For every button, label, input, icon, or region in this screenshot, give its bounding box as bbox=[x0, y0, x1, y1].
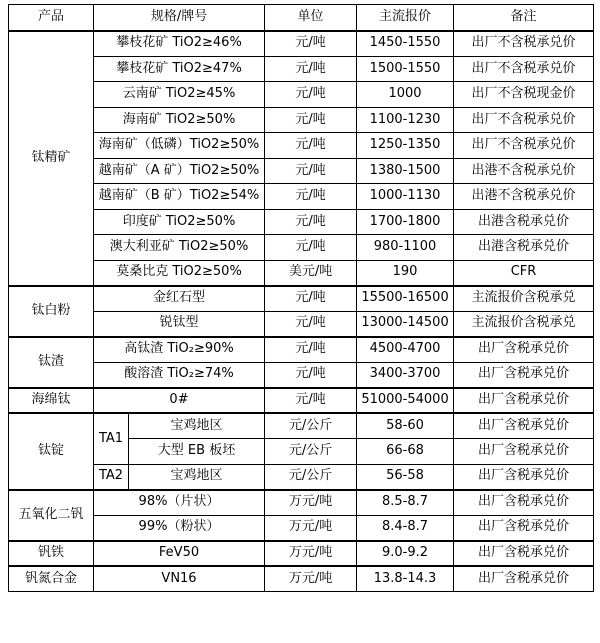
product-cell: 钛精矿 bbox=[9, 31, 94, 286]
product-cell: 钒铁 bbox=[9, 541, 94, 567]
product-group bbox=[9, 566, 594, 592]
note-cell: 出厂不含税现金价 bbox=[454, 82, 594, 108]
note-cell: 出港不含税承兑价 bbox=[454, 184, 594, 210]
table-row bbox=[9, 158, 594, 184]
product-group bbox=[9, 388, 594, 414]
price-cell: 58-60 bbox=[357, 413, 454, 439]
spec-cell: VN16 bbox=[94, 566, 265, 592]
unit-cell: 元/吨 bbox=[265, 209, 357, 235]
spec-cell: 越南矿（B 矿）TiO2≥54% bbox=[94, 184, 265, 210]
price-cell: 4500-4700 bbox=[357, 337, 454, 363]
unit-cell: 元/吨 bbox=[265, 311, 357, 337]
note-cell: 出厂含税承兑价 bbox=[454, 566, 594, 592]
product-group bbox=[9, 337, 594, 388]
price-cell: 8.4-8.7 bbox=[357, 515, 454, 541]
note-cell: CFR bbox=[454, 260, 594, 286]
product-group bbox=[9, 31, 594, 286]
spec-cell: 酸溶渣 TiO₂≥74% bbox=[94, 362, 265, 388]
table-row bbox=[9, 464, 594, 490]
table-row bbox=[9, 388, 594, 414]
table-row bbox=[9, 82, 594, 108]
product-cell: 钛锭 bbox=[9, 413, 94, 490]
unit-cell: 元/公斤 bbox=[265, 439, 357, 465]
spec-cell: 宝鸡地区 bbox=[129, 413, 265, 439]
spec-cell: 大型 EB 板坯 bbox=[129, 439, 265, 465]
spec-cell: 越南矿（A 矿）TiO2≥50% bbox=[94, 158, 265, 184]
spec-cell: 海南矿（低磷）TiO2≥50% bbox=[94, 133, 265, 159]
note-cell: 主流报价含税承兑 bbox=[454, 311, 594, 337]
spec-cell: 98%（片状） bbox=[94, 490, 265, 516]
unit-cell: 万元/吨 bbox=[265, 515, 357, 541]
price-cell: 1000 bbox=[357, 82, 454, 108]
unit-cell: 元/吨 bbox=[265, 107, 357, 133]
unit-cell: 元/吨 bbox=[265, 133, 357, 159]
column-header: 规格/牌号 bbox=[94, 5, 265, 31]
spec-cell: 锐钛型 bbox=[94, 311, 265, 337]
price-cell: 1380-1500 bbox=[357, 158, 454, 184]
note-cell: 出厂含税承兑价 bbox=[454, 388, 594, 414]
note-cell: 出厂含税承兑价 bbox=[454, 515, 594, 541]
unit-cell: 元/公斤 bbox=[265, 464, 357, 490]
table-row bbox=[9, 362, 594, 388]
spec-cell: 99%（粉状） bbox=[94, 515, 265, 541]
price-cell: 980-1100 bbox=[357, 235, 454, 261]
unit-cell: 万元/吨 bbox=[265, 541, 357, 567]
spec-cell: 宝鸡地区 bbox=[129, 464, 265, 490]
spec-cell: 印度矿 TiO2≥50% bbox=[94, 209, 265, 235]
table-row bbox=[9, 515, 594, 541]
table-row bbox=[9, 133, 594, 159]
column-header: 单位 bbox=[265, 5, 357, 31]
table-row bbox=[9, 56, 594, 82]
column-header: 主流报价 bbox=[357, 5, 454, 31]
unit-cell: 美元/吨 bbox=[265, 260, 357, 286]
spec-cell: 高钛渣 TiO₂≥90% bbox=[94, 337, 265, 363]
spec-cell: 攀枝花矿 TiO2≥46% bbox=[94, 31, 265, 57]
price-cell: 190 bbox=[357, 260, 454, 286]
note-cell: 出厂不含税承兑价 bbox=[454, 107, 594, 133]
column-header: 备注 bbox=[454, 5, 594, 31]
spec-cell: 海南矿 TiO2≥50% bbox=[94, 107, 265, 133]
price-cell: 66-68 bbox=[357, 439, 454, 465]
price-cell: 8.5-8.7 bbox=[357, 490, 454, 516]
note-cell: 出厂含税承兑价 bbox=[454, 413, 594, 439]
unit-cell: 万元/吨 bbox=[265, 490, 357, 516]
note-cell: 出厂不含税承兑价 bbox=[454, 31, 594, 57]
note-cell: 出厂含税承兑价 bbox=[454, 362, 594, 388]
note-cell: 出港含税承兑价 bbox=[454, 209, 594, 235]
product-cell: 五氧化二钒 bbox=[9, 490, 94, 541]
price-cell: 1100-1230 bbox=[357, 107, 454, 133]
unit-cell: 元/吨 bbox=[265, 362, 357, 388]
note-cell: 出港不含税承兑价 bbox=[454, 158, 594, 184]
spec-cell: 澳大利亚矿 TiO2≥50% bbox=[94, 235, 265, 261]
table-row bbox=[9, 337, 594, 363]
price-cell: 1700-1800 bbox=[357, 209, 454, 235]
spec-cell: 莫桑比克 TiO2≥50% bbox=[94, 260, 265, 286]
note-cell: 出厂含税承兑价 bbox=[454, 337, 594, 363]
table-row bbox=[9, 286, 594, 312]
unit-cell: 元/公斤 bbox=[265, 413, 357, 439]
unit-cell: 万元/吨 bbox=[265, 566, 357, 592]
product-cell: 海绵钛 bbox=[9, 388, 94, 414]
table-row bbox=[9, 311, 594, 337]
price-cell: 13.8-14.3 bbox=[357, 566, 454, 592]
note-cell: 出厂含税承兑价 bbox=[454, 464, 594, 490]
price-cell: 56-58 bbox=[357, 464, 454, 490]
spec-cell: 金红石型 bbox=[94, 286, 265, 312]
grade-cell: TA1 bbox=[94, 413, 129, 464]
table-row bbox=[9, 107, 594, 133]
product-group bbox=[9, 490, 594, 541]
table-row bbox=[9, 31, 594, 57]
note-cell: 出厂不含税承兑价 bbox=[454, 133, 594, 159]
price-cell: 1450-1550 bbox=[357, 31, 454, 57]
note-cell: 出厂含税承兑价 bbox=[454, 490, 594, 516]
spec-cell: 0# bbox=[94, 388, 265, 414]
price-cell: 15500-16500 bbox=[357, 286, 454, 312]
table-row bbox=[9, 413, 594, 439]
spec-cell: FeV50 bbox=[94, 541, 265, 567]
column-header: 产品 bbox=[9, 5, 94, 31]
price-cell: 13000-14500 bbox=[357, 311, 454, 337]
product-group bbox=[9, 286, 594, 337]
note-cell: 出厂不含税承兑价 bbox=[454, 56, 594, 82]
table-row bbox=[9, 260, 594, 286]
table-row bbox=[9, 541, 594, 567]
unit-cell: 元/吨 bbox=[265, 82, 357, 108]
price-cell: 1000-1130 bbox=[357, 184, 454, 210]
unit-cell: 元/吨 bbox=[265, 286, 357, 312]
spec-cell: 攀枝花矿 TiO2≥47% bbox=[94, 56, 265, 82]
price-cell: 9.0-9.2 bbox=[357, 541, 454, 567]
product-cell: 钛白粉 bbox=[9, 286, 94, 337]
product-cell: 钒氮合金 bbox=[9, 566, 94, 592]
product-group bbox=[9, 413, 594, 490]
unit-cell: 元/吨 bbox=[265, 184, 357, 210]
table-row bbox=[9, 235, 594, 261]
table-row bbox=[9, 184, 594, 210]
note-cell: 主流报价含税承兑 bbox=[454, 286, 594, 312]
unit-cell: 元/吨 bbox=[265, 388, 357, 414]
unit-cell: 元/吨 bbox=[265, 56, 357, 82]
unit-cell: 元/吨 bbox=[265, 31, 357, 57]
price-table bbox=[8, 4, 594, 592]
header-row bbox=[9, 5, 594, 31]
note-cell: 出厂含税承兑价 bbox=[454, 541, 594, 567]
note-cell: 出厂含税承兑价 bbox=[454, 439, 594, 465]
price-cell: 3400-3700 bbox=[357, 362, 454, 388]
product-group bbox=[9, 541, 594, 567]
grade-cell: TA2 bbox=[94, 464, 129, 490]
unit-cell: 元/吨 bbox=[265, 158, 357, 184]
note-cell: 出港含税承兑价 bbox=[454, 235, 594, 261]
product-cell: 钛渣 bbox=[9, 337, 94, 388]
unit-cell: 元/吨 bbox=[265, 235, 357, 261]
price-cell: 51000-54000 bbox=[357, 388, 454, 414]
table-row bbox=[9, 566, 594, 592]
unit-cell: 元/吨 bbox=[265, 337, 357, 363]
table-row bbox=[9, 490, 594, 516]
table-row bbox=[9, 209, 594, 235]
price-cell: 1500-1550 bbox=[357, 56, 454, 82]
spec-cell: 云南矿 TiO2≥45% bbox=[94, 82, 265, 108]
price-cell: 1250-1350 bbox=[357, 133, 454, 159]
